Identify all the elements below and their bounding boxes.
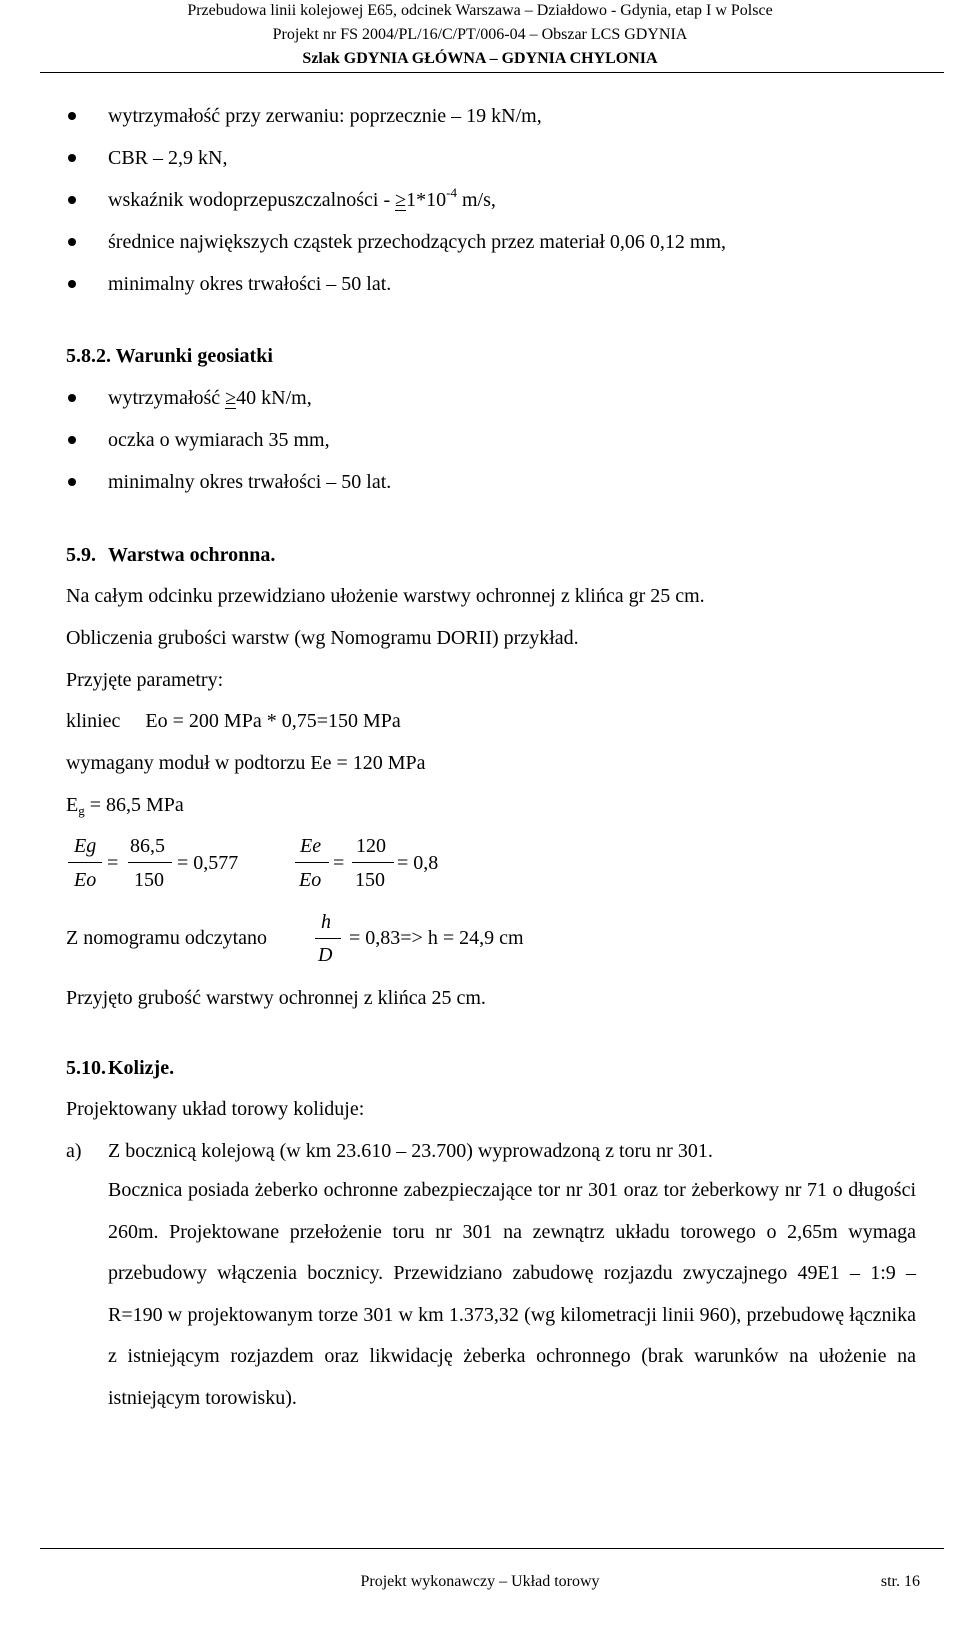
bullet <box>68 478 76 486</box>
bullet <box>68 436 76 444</box>
section-number-5-9: 5.9. <box>66 544 96 566</box>
bullet <box>68 112 76 120</box>
ge-symbol: ≥ <box>225 387 237 409</box>
list-label: a) <box>66 1140 82 1162</box>
paragraph: Przyjęte parametry: <box>66 669 224 691</box>
section-heading-5-8-2: 5.8.2. Warunki geosiatki <box>66 345 273 367</box>
paragraph: Na całym odcinku przewidziano ułożenie warstwy ochronnej z klińca gr 25 cm. <box>66 585 705 607</box>
bullet <box>68 154 76 162</box>
list-item-text: 1*10 <box>406 189 447 211</box>
page-number: str. 16 <box>880 1573 920 1590</box>
list-item: wytrzymałość przy zerwaniu: poprzecznie – 19 kN/m, <box>108 105 542 127</box>
fraction-bar <box>68 862 102 863</box>
bullet <box>68 196 76 204</box>
section-number-5-10: 5.10. <box>66 1057 106 1079</box>
list-item-text: m/s, <box>456 189 496 211</box>
fraction-denominator: 150 <box>134 869 164 891</box>
bullet <box>68 280 76 288</box>
fraction-denominator: Eo <box>299 869 322 891</box>
footer-rule <box>40 1548 944 1549</box>
fraction-denominator: 150 <box>355 869 385 891</box>
subscript: g <box>78 803 85 818</box>
fraction-numerator: Eg <box>74 835 97 857</box>
paragraph: wymagany moduł w podtorzu Ee = 120 MPa <box>66 752 426 774</box>
symbol: E <box>66 794 79 816</box>
list-item: średnice największych cząstek przechodzących przez materiał 0,06 0,12 mm, <box>108 231 727 253</box>
fraction-numerator: Ee <box>300 835 322 857</box>
paragraph <box>66 793 184 817</box>
list-item <box>108 386 312 410</box>
fraction-numerator: 120 <box>356 835 386 857</box>
fraction-bar <box>352 862 394 863</box>
paragraph: Z nomogramu odczytano <box>66 927 268 949</box>
ge-symbol: ≥ <box>395 189 407 211</box>
exponent: -4 <box>446 185 457 200</box>
list-item-text: wytrzymałość <box>108 387 226 409</box>
value: = 86,5 MPa <box>84 794 184 816</box>
fraction-denominator: Eo <box>74 869 97 891</box>
fraction-bar <box>295 862 329 863</box>
list-item: minimalny okres trwałości – 50 lat. <box>108 273 392 295</box>
list-item <box>108 185 496 212</box>
list-item: oczka o wymiarach 35 mm, <box>108 429 330 451</box>
formula-result: = 0,8 <box>397 852 439 874</box>
section-title-5-10: Kolizje. <box>108 1057 175 1079</box>
paragraph: Projektowany układ torowy koliduje: <box>66 1098 365 1120</box>
header-rule <box>40 72 944 73</box>
paragraph: Przyjęto grubość warstwy ochronnej z klińca 25 cm. <box>66 987 486 1009</box>
formula-result: = 0,577 <box>177 852 239 874</box>
bullet <box>68 238 76 246</box>
header-line-1: Przebudowa linii kolejowej E65, odcinek Warszawa – Działdowo - Gdynia, etap I w Polsce <box>187 2 773 19</box>
header-line-2: Projekt nr FS 2004/PL/16/C/PT/006-04 – Obszar LCS GDYNIA <box>272 26 688 43</box>
list-item: Z bocznicą kolejową (w km 23.610 – 23.700) wyprowadzoną z toru nr 301. <box>108 1140 713 1162</box>
fraction-bar <box>315 938 341 939</box>
formula-result: = 0,83=> h = 24,9 cm <box>349 927 524 949</box>
list-item-text: wskaźnik wodoprzepuszczalności - <box>108 189 396 211</box>
fraction-numerator: 86,5 <box>130 835 165 857</box>
list-item: minimalny okres trwałości – 50 lat. <box>108 471 392 493</box>
list-item: CBR – 2,9 kN, <box>108 147 228 169</box>
section-title-5-9: Warstwa ochronna. <box>108 544 276 566</box>
list-item-text: 40 kN/m, <box>236 387 312 409</box>
fraction-denominator: D <box>318 944 333 966</box>
bullet <box>68 394 76 402</box>
paragraph: kliniec Eo = 200 MPa * 0,75=150 MPa <box>66 710 401 732</box>
header-line-3: Szlak GDYNIA GŁÓWNA – GDYNIA CHYLONIA <box>302 50 658 67</box>
paragraph: Obliczenia grubości warstw (wg Nomogramu DORII) przykład. <box>66 627 579 649</box>
equals-sign: = <box>333 852 345 874</box>
footer-title: Projekt wykonawczy – Układ torowy <box>360 1573 600 1590</box>
fraction-numerator: h <box>321 911 331 933</box>
fraction-bar <box>128 862 172 863</box>
paragraph-justified: Bocznica posiada żeberko ochronne zabezpieczające tor nr 301 oraz tor żeberkowy nr 71 o długości 260m. Projektowane przełożenie toru nr 301 na zewnątrz układu torowego o 2,65m wymaga przebudowy włączenia bocznicy. Przewidziano zabudowę rozjazdu zwyczajnego 49E1 – 1:9 – R=190 w projektowanym torze 301 w km 1.373,32 (wg kilometracji linii 960), przebudowę łącznika z istniejącym rozjazdem oraz likwidację żeberka ochronnego (brak warunków na ułożenie na istniejącym torowisku). <box>108 1179 916 1409</box>
equals-sign: = <box>107 852 119 874</box>
